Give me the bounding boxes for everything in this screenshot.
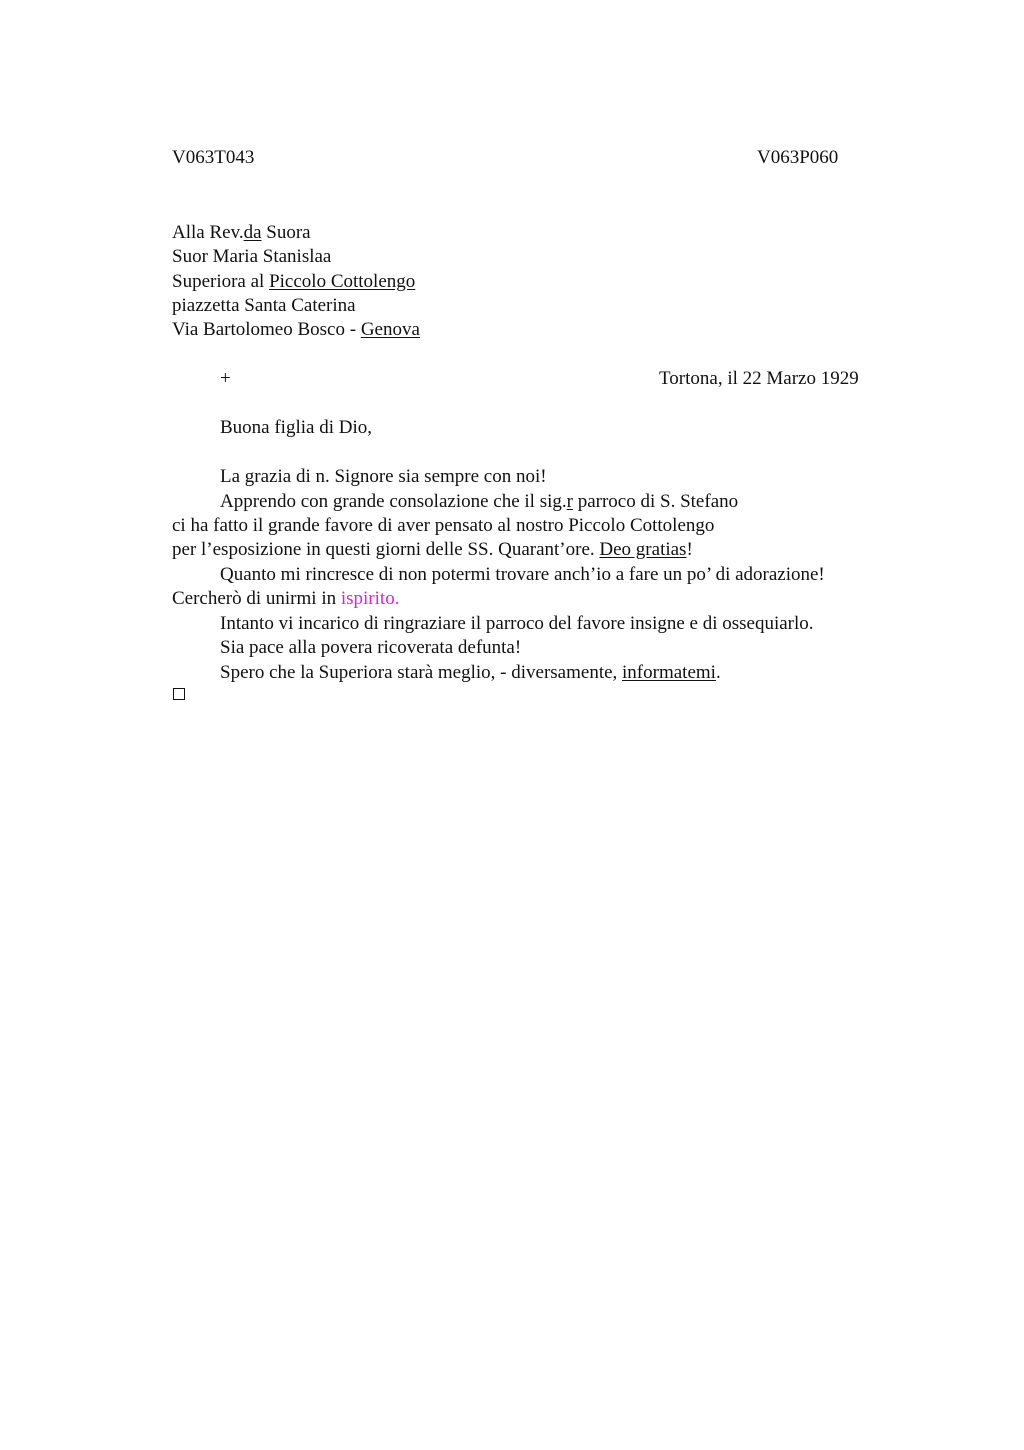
- body-line-2-a: Apprendo con grande consolazione che il sig.: [220, 491, 567, 512]
- body-line-6-a: Cercherò di unirmi in: [172, 588, 341, 609]
- body-line-6-c: .: [394, 588, 400, 609]
- body-line-9-a: Spero che la Superiora starà meglio, - diversamente,: [220, 662, 623, 683]
- body-line-2: [220, 490, 738, 514]
- address-line-1-a: Alla Rev.: [172, 222, 244, 243]
- body-line-6-highlighted: ispirito: [340, 588, 395, 609]
- body-line-4: [172, 538, 693, 562]
- address-line-3-underlined: Piccolo Cottolengo: [269, 271, 416, 292]
- body-line-2-c: parroco di S. Stefano: [572, 491, 739, 512]
- body-line-9-c: .: [715, 662, 721, 683]
- address-line-3-a: Superiora al: [172, 271, 270, 292]
- address-line-5: [172, 318, 420, 342]
- body-line-9-underlined: informatemi: [622, 662, 716, 683]
- address-line-4: piazzetta Santa Caterina: [172, 295, 356, 316]
- body-line-9: [220, 661, 721, 685]
- body-line-4-c: !: [686, 539, 693, 560]
- end-box-icon: [173, 688, 185, 700]
- address-line-2: Suor Maria Stanislaa: [172, 246, 332, 267]
- body-line-8: Sia pace alla povera ricoverata defunta!: [220, 637, 522, 658]
- address-line-5-underlined: Genova: [360, 319, 420, 340]
- doc-code-right: V063P060: [757, 147, 839, 168]
- body-line-6: [172, 587, 399, 611]
- body-line-2-underlined: r: [566, 491, 573, 512]
- salutation: Buona figlia di Dio,: [220, 417, 372, 438]
- place-date: Tortona, il 22 Marzo 1929: [659, 368, 859, 389]
- cross-mark: +: [220, 368, 231, 389]
- body-line-4-underlined: Deo gratias: [599, 539, 687, 560]
- body-line-7: Intanto vi incarico di ringraziare il parroco del favore insigne e di ossequiarlo.: [220, 613, 814, 634]
- address-line-5-a: Via Bartolomeo Bosco -: [172, 319, 361, 340]
- body-line-1: La grazia di n. Signore sia sempre con noi!: [220, 466, 547, 487]
- doc-code-left: V063T043: [172, 147, 255, 168]
- address-line-1: [172, 221, 311, 245]
- body-line-3: ci ha fatto il grande favore di aver pensato al nostro Piccolo Cottolengo: [172, 515, 715, 536]
- body-line-4-a: per l’esposizione in questi giorni delle SS. Quarant’ore.: [172, 539, 600, 560]
- address-line-1-c: Suora: [261, 222, 311, 243]
- address-line-3: [172, 270, 415, 294]
- address-line-1-underlined: da: [243, 222, 262, 243]
- body-line-5: Quanto mi rincresce di non potermi trovare anch’io a fare un po’ di adorazione!: [220, 564, 825, 585]
